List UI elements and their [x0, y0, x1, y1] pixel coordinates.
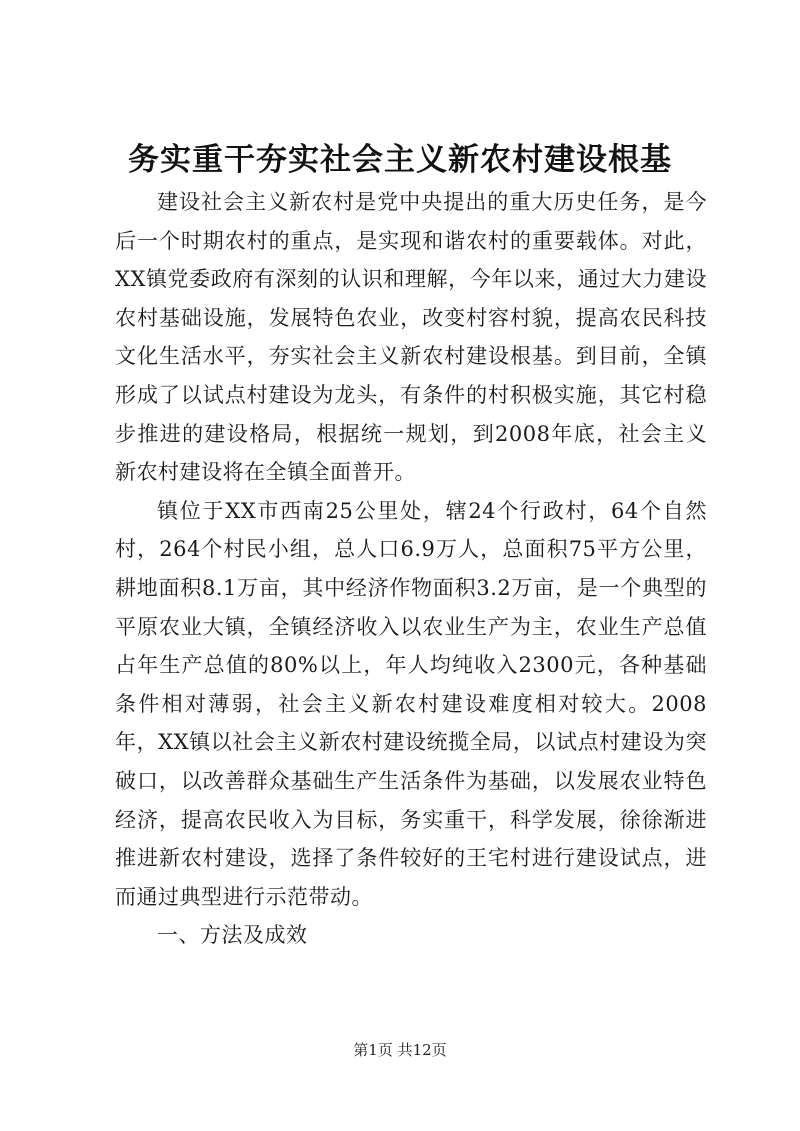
section-heading-methods: 一、方法及成效 [157, 923, 308, 948]
paragraph-town-overview: 镇位于XX市西南25公里处，辖24个行政村，64个自然村，264个村民小组，总人口6.9万人，总面积75平方公里，耕地面积8.1万亩，其中经济作物面积3.2万亩，是一个典型的平原农业大镇，全镇经济收入以农业生产为主，农业生产总值占年生产总值的80%以上，年人均纯收入2300元，各种基础条件相对薄弱，社会主义新农村建设难度相对较大。2008年，XX镇以社会主义新农村建设统揽全局，以试点村建设为突破口，以改善群众基础生产生活条件为基础，以发展农业特色经济，提高农民收入为目标，务实重干，科学发展，徐徐渐进推进新农村建设，选择了条件较好的王宅村进行建设试点，进而通过典型进行示范带动。 [115, 498, 707, 909]
document-body [115, 183, 707, 955]
document-title: 务实重干夯实社会主义新农村建设根基 [128, 142, 672, 178]
paragraph-intro: 建设社会主义新农村是党中央提出的重大历史任务，是今后一个时期农村的重点，是实现和谐农村的重要载体。对此，XX镇党委政府有深刻的认识和理解，今年以来，通过大力建设农村基础设施，发展特色农业，改变村容村貌，提高农民科技文化生活水平，夯实社会主义新农村建设根基。到目前，全镇形成了以试点村建设为龙头，有条件的村积极实施，其它村稳步推进的建设格局，根据统一规划，到2008年底，社会主义新农村建设将在全镇全面普开。 [115, 190, 707, 485]
page-number-footer: 第1页 共12页 [353, 1041, 447, 1059]
